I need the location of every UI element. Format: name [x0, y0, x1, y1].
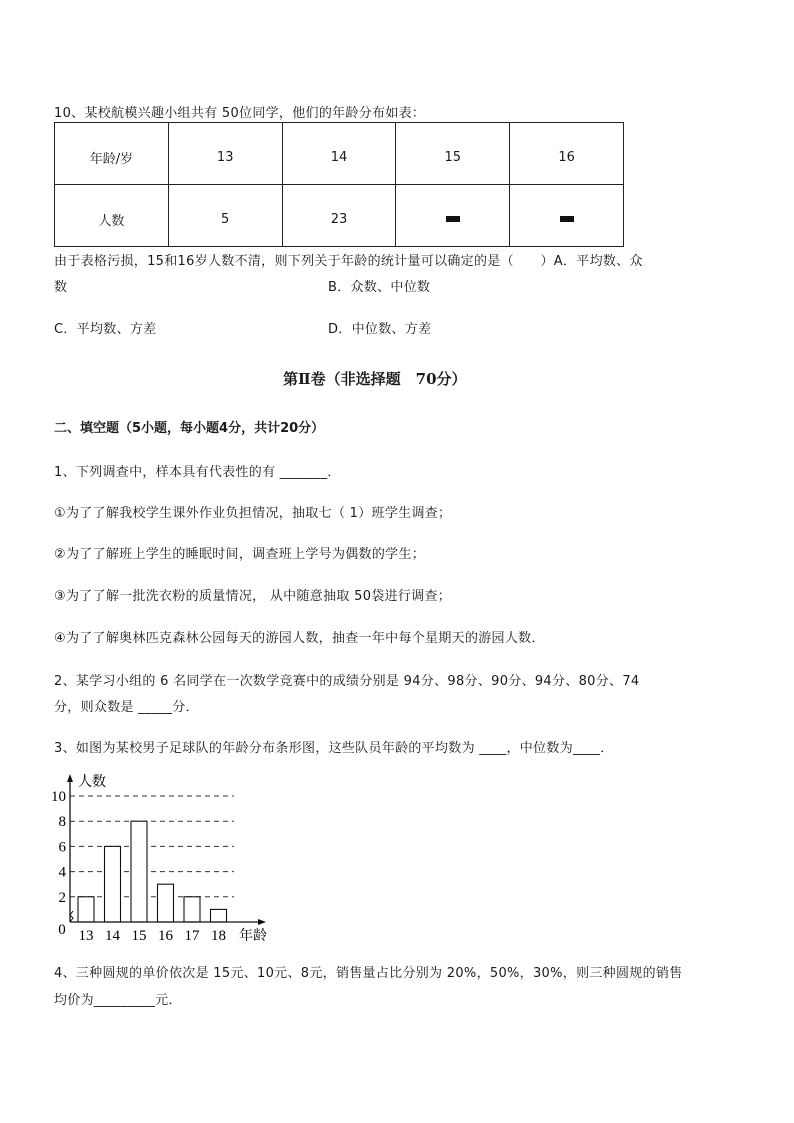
table-cell-smudged: [396, 185, 510, 247]
q1-stem: 1、下列调查中，样本具有代表性的有 _______．: [54, 465, 341, 480]
ink-smudge: [446, 216, 460, 222]
q4-line1: 4、三种圆规的单价依次是 15元、10元、8元，销售量占比分别为 20%，50%，30%，则三种圆规的销售: [54, 966, 683, 981]
bar-age-17: [184, 897, 200, 922]
section-subtitle: 二、填空题（5小题，每小题4分，共计20分）: [54, 421, 325, 436]
q10-option-d: D．中位数、方差: [328, 322, 432, 337]
q1-item: ①为了了解我校学生课外作业负担情况，抽取七（ 1）班学生调查；: [54, 506, 452, 521]
q1-item: ④为了了解奥林匹克森林公园每天的游园人数，抽查一年中每个星期天的游园人数．: [54, 631, 545, 646]
bar-age-16: [158, 884, 174, 922]
q2-line2: 分，则众数是 _____分．: [54, 700, 199, 715]
table-cell: 人数: [55, 185, 169, 247]
q10-option-c: C．平均数、方差: [54, 322, 157, 337]
x-tick-label: 18: [211, 928, 226, 944]
y-tick-label: 6: [58, 839, 66, 856]
table-header-cell: 年龄/岁: [55, 123, 169, 185]
q1-item: ②为了了解班上学生的睡眠时间，调查班上学号为偶数的学生；: [54, 547, 426, 562]
age-bar-chart: [44, 770, 284, 945]
y-axis-arrow: [67, 774, 73, 782]
x-axis-arrow: [258, 919, 266, 925]
x-tick-label: 16: [158, 928, 173, 944]
table-header-cell: 16: [510, 123, 624, 185]
bar-age-15: [131, 821, 147, 922]
q4-line2: 均价为_________元．: [54, 993, 182, 1008]
ink-smudge: [560, 216, 574, 222]
bar-age-18: [211, 909, 227, 922]
x-tick-label: 15: [131, 928, 147, 944]
y-axis-title: 人数: [78, 775, 106, 790]
q3-stem: 3、如图为某校男子足球队的年龄分布条形图，这些队员年龄的平均数为 ____，中位数为____．: [54, 741, 614, 756]
q1-item: ③为了了解一批洗衣粉的质量情况， 从中随意抽取 50袋进行调查；: [54, 589, 452, 604]
q10-option-b: B．众数、中位数: [328, 280, 431, 295]
x-tick-label: 14: [105, 928, 120, 944]
x-tick-label: 17: [184, 928, 200, 944]
bar-age-14: [105, 846, 121, 922]
origin-label: 0: [58, 922, 66, 938]
section-title: 第Ⅱ卷（非选择题 70分）: [283, 370, 467, 388]
table-cell-smudged: [510, 185, 624, 247]
q2-line1: 2、某学习小组的 6 名同学在一次数学竞赛中的成绩分别是 94分、98分、90分、94分、80分、74: [54, 674, 640, 689]
table-cell: 23: [282, 185, 396, 247]
q10-stem: 10、某校航模兴趣小组共有 50位同学，他们的年龄分布如表：: [54, 106, 426, 121]
table-header-cell: 13: [168, 123, 282, 185]
bar-age-13: [78, 897, 94, 922]
q10-description-line2: 数: [54, 280, 68, 295]
table-cell: 5: [168, 185, 282, 247]
x-tick-label: 13: [78, 928, 94, 944]
y-tick-label: 10: [51, 789, 66, 805]
q10-description-line1: 由于表格污损，15和16岁人数不清，则下列关于年龄的统计量可以确定的是（ ）A．平均数、众: [54, 254, 643, 269]
y-tick-label: 4: [58, 864, 66, 881]
table-header-cell: 15: [396, 123, 510, 185]
y-tick-label: 8: [58, 814, 66, 831]
x-axis-title: 年龄: [239, 929, 267, 944]
table-header-cell: 14: [282, 123, 396, 185]
y-tick-label: 2: [58, 889, 66, 906]
age-distribution-table: [54, 122, 624, 247]
